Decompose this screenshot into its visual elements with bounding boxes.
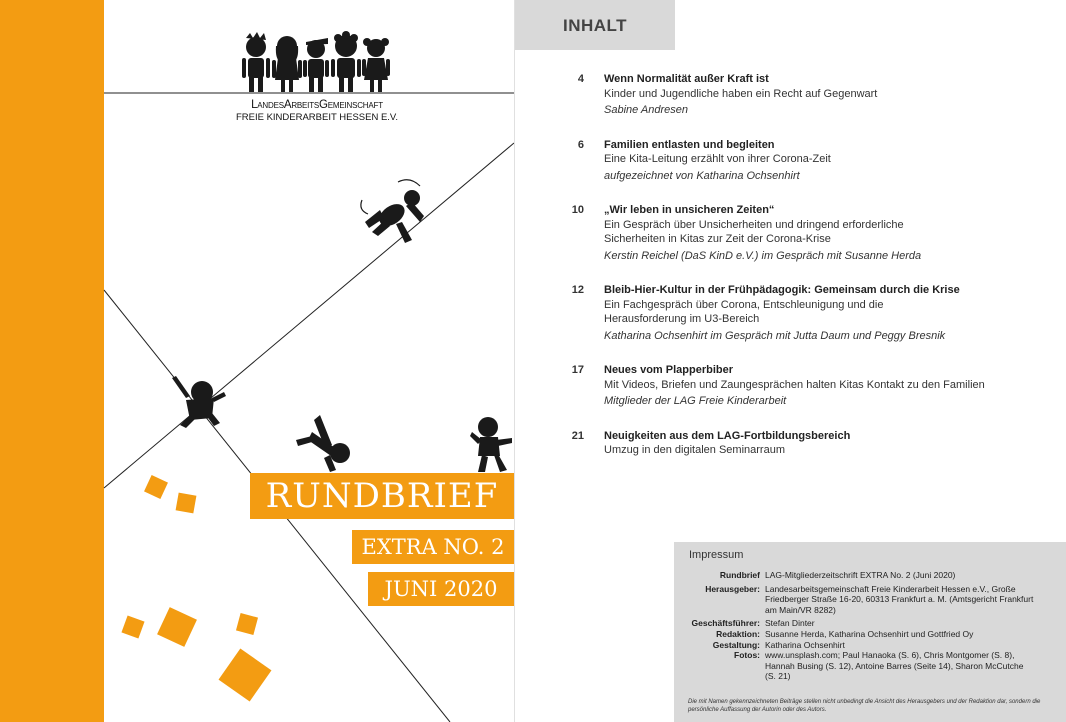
impressum-row (674, 584, 1066, 616)
toc-page-number: 4 (577, 73, 584, 85)
toc-page-number: 10 (571, 204, 584, 216)
toc-entry-title: Neues vom Plapperbiber (604, 364, 733, 376)
toc-entry-author: Mitglieder der LAG Freie Kinderarbeit (604, 395, 787, 407)
toc-entry-author: Katharina Ochsenhirt im Gespräch mit Jutta Daum und Peggy Bresnik (604, 329, 946, 342)
impressum-row (674, 618, 1066, 629)
toc-entry-title: Familien entlasten und begleiten (604, 138, 775, 151)
impressum-value: LAG-Mitgliederzeitschrift EXTRA No. 2 (Juni 2020) (765, 570, 956, 580)
impressum-label: Herausgeber: (705, 583, 760, 594)
toc-entry[interactable] (560, 203, 1040, 263)
toc-page-number: 6 (577, 138, 584, 151)
impressum-value: Katharina Ochsenhirt (765, 639, 845, 650)
toc-entry-title: Bleib-Hier-Kultur in der Frühpädagogik: Gemeinsam durch die Krise (604, 284, 960, 296)
toc-entry-subtitle: Mit Videos, Briefen und Zaungesprächen halten Kitas Kontakt zu den Familien (604, 378, 985, 391)
toc-entry-subtitle: Eine Kita-Leitung erzählt von ihrer Corona-Zeit (604, 153, 831, 165)
toc-entry-title: „Wir leben in unsicheren Zeiten“ (604, 204, 775, 216)
toc-heading: INHALT (562, 16, 628, 35)
toc-entry[interactable] (560, 138, 1040, 184)
toc-entry-author: Kerstin Reichel (DaS KinD e.V.) im Gespräch mit Susanne Herda (604, 249, 922, 262)
impressum-heading: Impressum (689, 549, 744, 561)
impressum-label: Gestaltung: (712, 639, 760, 650)
toc-entry[interactable] (560, 429, 1040, 458)
table-of-contents (560, 72, 1040, 458)
impressum-value: Stefan Dinter (765, 618, 815, 629)
toc-entry[interactable] (560, 283, 1040, 343)
jumping-child-icon (470, 417, 512, 472)
toc-entry-author: aufgezeichnet von Katharina Ochsenhirt (604, 169, 800, 182)
toc-page-number: 21 (571, 429, 584, 442)
impressum-row (674, 629, 1066, 640)
impressum-label: Rundbrief (719, 570, 760, 580)
toc-entry[interactable] (560, 72, 1040, 118)
falling-child-icon (365, 190, 424, 243)
impressum-rows (674, 570, 1066, 685)
impressum-label: Fotos: (734, 650, 760, 661)
cover-issue: EXTRA NO. 2 (352, 530, 514, 564)
toc-entry-author: Sabine Andresen (604, 104, 688, 116)
decorative-squares (121, 475, 271, 701)
toc-entry-subtitle: Ein Fachgespräch über Corona, Entschleunigung und die Herausforderung im U3-Bereich (604, 298, 884, 325)
toc-entry-subtitle: Umzug in den digitalen Seminarraum (604, 444, 785, 456)
toc-entry[interactable] (560, 363, 1040, 409)
toc-page-number: 12 (571, 284, 584, 296)
toc-entry-subtitle: Ein Gespräch über Unsicherheiten und dringend erforderliche Sicherheiten in Kitas zur Zeit der Corona-Krise (604, 218, 904, 245)
cartwheel-child-icon (296, 415, 350, 472)
toc-heading-tab (515, 0, 675, 50)
logo-children-icon (242, 31, 390, 92)
impressum-label: Redaktion: (716, 628, 760, 639)
toc-page-number: 17 (571, 364, 584, 376)
impressum-value: Susanne Herda, Katharina Ochsenhirt und Gottfried Oy (765, 628, 974, 639)
logo-line-1: LandesArbeitsGemeinschaft (251, 99, 383, 111)
impressum-value: www.unsplash.com; Paul Hanaoka (S. 6), Chris Montgomer (S. 8), Hannah Busing (S. 12), Antoine Barres (Seite 14), Sharon McCutche (S. 21) (765, 650, 1024, 682)
magazine-cover (0, 0, 514, 722)
page-divider (514, 0, 515, 722)
impressum-label: Geschäftsführer: (691, 618, 760, 629)
impressum-row (674, 570, 1066, 581)
toc-entry-title: Neuigkeiten aus dem LAG-Fortbildungsbereich (604, 429, 851, 442)
impressum-box (674, 542, 1066, 722)
impressum-value: Landesarbeitsgemeinschaft Freie Kinderarbeit Hessen e.V., Große Friedberger Straße 16-20, 60313 Frankfurt a. M. (Amtsgericht Frankfurt am Main/VR 8282) (765, 583, 1034, 615)
cover-date: JUNI 2020 (368, 572, 514, 606)
toc-entry-title: Wenn Normalität außer Kraft ist (604, 73, 769, 85)
hanging-child-icon (172, 376, 226, 428)
toc-entry-subtitle: Kinder und Jugendliche haben ein Recht auf Gegenwart (604, 87, 878, 100)
impressum-row (674, 640, 1066, 651)
impressum-row (674, 650, 1066, 682)
impressum-disclaimer: Die mit Namen gekennzeichneten Beiträge stellen nicht unbedingt die Ansicht des Herausgebers und der Redaktion dar, sondern die persönliche Auffassung der Autorin oder des Autors. (688, 699, 1041, 713)
cover-title: RUNDBRIEF (250, 473, 514, 519)
logo-line-2: FREIE KINDERARBEIT HESSEN E.V. (235, 112, 399, 123)
